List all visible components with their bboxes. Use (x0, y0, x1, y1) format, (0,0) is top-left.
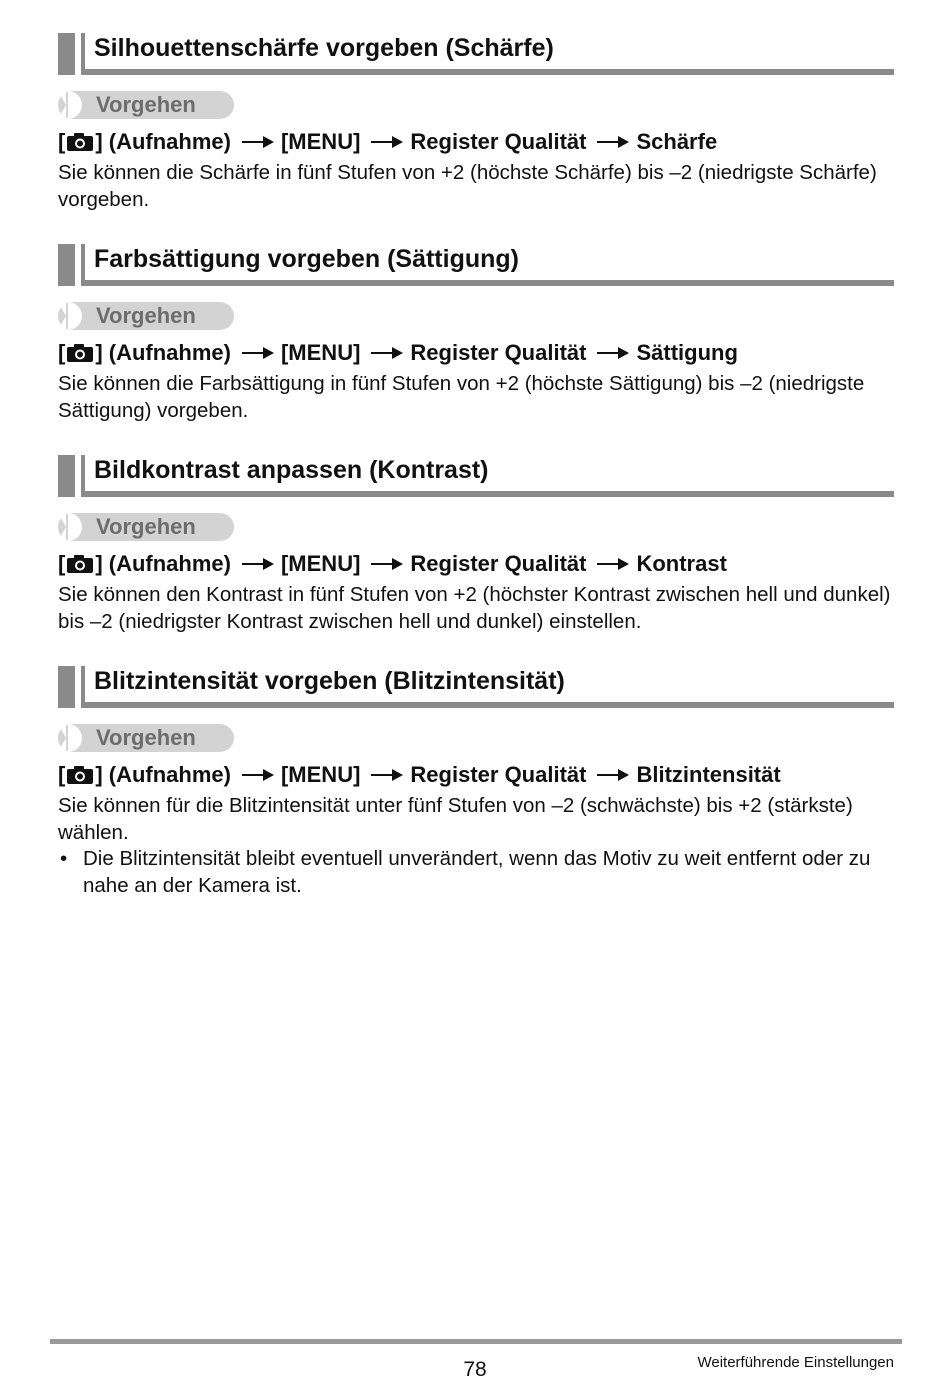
procedure-badge-label: Vorgehen (96, 725, 196, 750)
section-description: Sie können die Farbsättigung in fünf Stufen von +2 (höchste Sättigung) bis –2 (niedrigste Sättigung) vorgeben. (58, 372, 865, 422)
camera-icon (66, 765, 94, 785)
camera-icon (66, 343, 94, 363)
menu-label: [MENU] (280, 129, 361, 154)
procedure-badge-label: Vorgehen (96, 92, 196, 117)
tab-label: Register Qualität (410, 129, 587, 154)
right-arrow-icon (596, 768, 630, 782)
setting-label: Sättigung (636, 340, 738, 365)
bracket-open: [ (58, 762, 66, 787)
section-description: Sie können die Schärfe in fünf Stufen von +2 (höchste Schärfe) bis –2 (niedrigste Schärfe) vorgeben. (58, 161, 877, 211)
right-arrow-icon (241, 557, 275, 571)
section-title: Silhouettenschärfe vorgeben (Schärfe) (94, 34, 554, 62)
procedure-badge-label: Vorgehen (96, 303, 196, 328)
section-flash-intensity (58, 663, 894, 899)
tab-label: Register Qualität (410, 340, 587, 365)
heading-bar-thin (81, 33, 85, 70)
procedure-badge (58, 302, 234, 330)
right-arrow-icon (370, 346, 404, 360)
mode-label: ] (Aufnahme) (95, 551, 231, 576)
right-arrow-icon (370, 557, 404, 571)
procedure-path (58, 549, 894, 579)
section-title: Blitzintensität vorgeben (Blitzintensität) (94, 667, 565, 695)
right-arrow-icon (596, 557, 630, 571)
footer-divider (50, 1339, 902, 1344)
setting-label: Schärfe (636, 129, 718, 154)
bullet-note (58, 846, 894, 899)
camera-icon (66, 554, 94, 574)
footer-section-name: Weiterführende Einstellungen (697, 1354, 894, 1371)
procedure-path (58, 760, 894, 790)
section-saturation (58, 241, 894, 424)
bullet-text: Die Blitzintensität bleibt eventuell unverändert, wenn das Motiv zu weit entfernt oder zu nahe an der Kamera ist. (83, 847, 871, 897)
bracket-open: [ (58, 129, 66, 154)
heading-underline (81, 702, 894, 708)
manual-page (58, 30, 894, 927)
right-arrow-icon (370, 135, 404, 149)
camera-icon (66, 132, 94, 152)
heading-bar (58, 455, 75, 497)
heading-bar (58, 244, 75, 286)
menu-label: [MENU] (280, 340, 361, 365)
section-description: Sie können den Kontrast in fünf Stufen von +2 (höchster Kontrast zwischen hell und dunkel) bis –2 (niedrigster Kontrast zwischen hell und dunkel) einstellen. (58, 583, 891, 633)
page-number: 78 (463, 1358, 487, 1381)
mode-label: ] (Aufnahme) (95, 129, 231, 154)
heading-bar-thin (81, 455, 85, 492)
right-arrow-icon (241, 346, 275, 360)
procedure-path (58, 127, 894, 157)
tab-label: Register Qualität (410, 551, 587, 576)
section-heading (58, 663, 894, 707)
section-title: Farbsättigung vorgeben (Sättigung) (94, 245, 519, 273)
setting-label: Blitzintensität (636, 762, 781, 787)
menu-label: [MENU] (280, 551, 361, 576)
heading-underline (81, 280, 894, 286)
right-arrow-icon (370, 768, 404, 782)
procedure-badge (58, 513, 234, 541)
procedure-badge (58, 91, 234, 119)
section-sharpness (58, 30, 894, 213)
section-heading (58, 241, 894, 285)
heading-bar-thin (81, 666, 85, 703)
heading-bar-thin (81, 244, 85, 281)
tab-label: Register Qualität (410, 762, 587, 787)
right-arrow-icon (596, 346, 630, 360)
bracket-open: [ (58, 340, 66, 365)
procedure-badge-label: Vorgehen (96, 514, 196, 539)
section-title: Bildkontrast anpassen (Kontrast) (94, 456, 489, 484)
right-arrow-icon (596, 135, 630, 149)
section-contrast (58, 452, 894, 635)
right-arrow-icon (241, 135, 275, 149)
procedure-badge (58, 724, 234, 752)
procedure-path (58, 338, 894, 368)
heading-underline (81, 491, 894, 497)
mode-label: ] (Aufnahme) (95, 762, 231, 787)
section-heading (58, 452, 894, 496)
bullet-symbol: • (60, 847, 68, 870)
heading-underline (81, 69, 894, 75)
section-heading (58, 30, 894, 74)
setting-label: Kontrast (636, 551, 727, 576)
heading-bar (58, 33, 75, 75)
section-description: Sie können für die Blitzintensität unter fünf Stufen von –2 (schwächste) bis +2 (stärkste) wählen. (58, 794, 853, 844)
right-arrow-icon (241, 768, 275, 782)
menu-label: [MENU] (280, 762, 361, 787)
heading-bar (58, 666, 75, 708)
mode-label: ] (Aufnahme) (95, 340, 231, 365)
bracket-open: [ (58, 551, 66, 576)
